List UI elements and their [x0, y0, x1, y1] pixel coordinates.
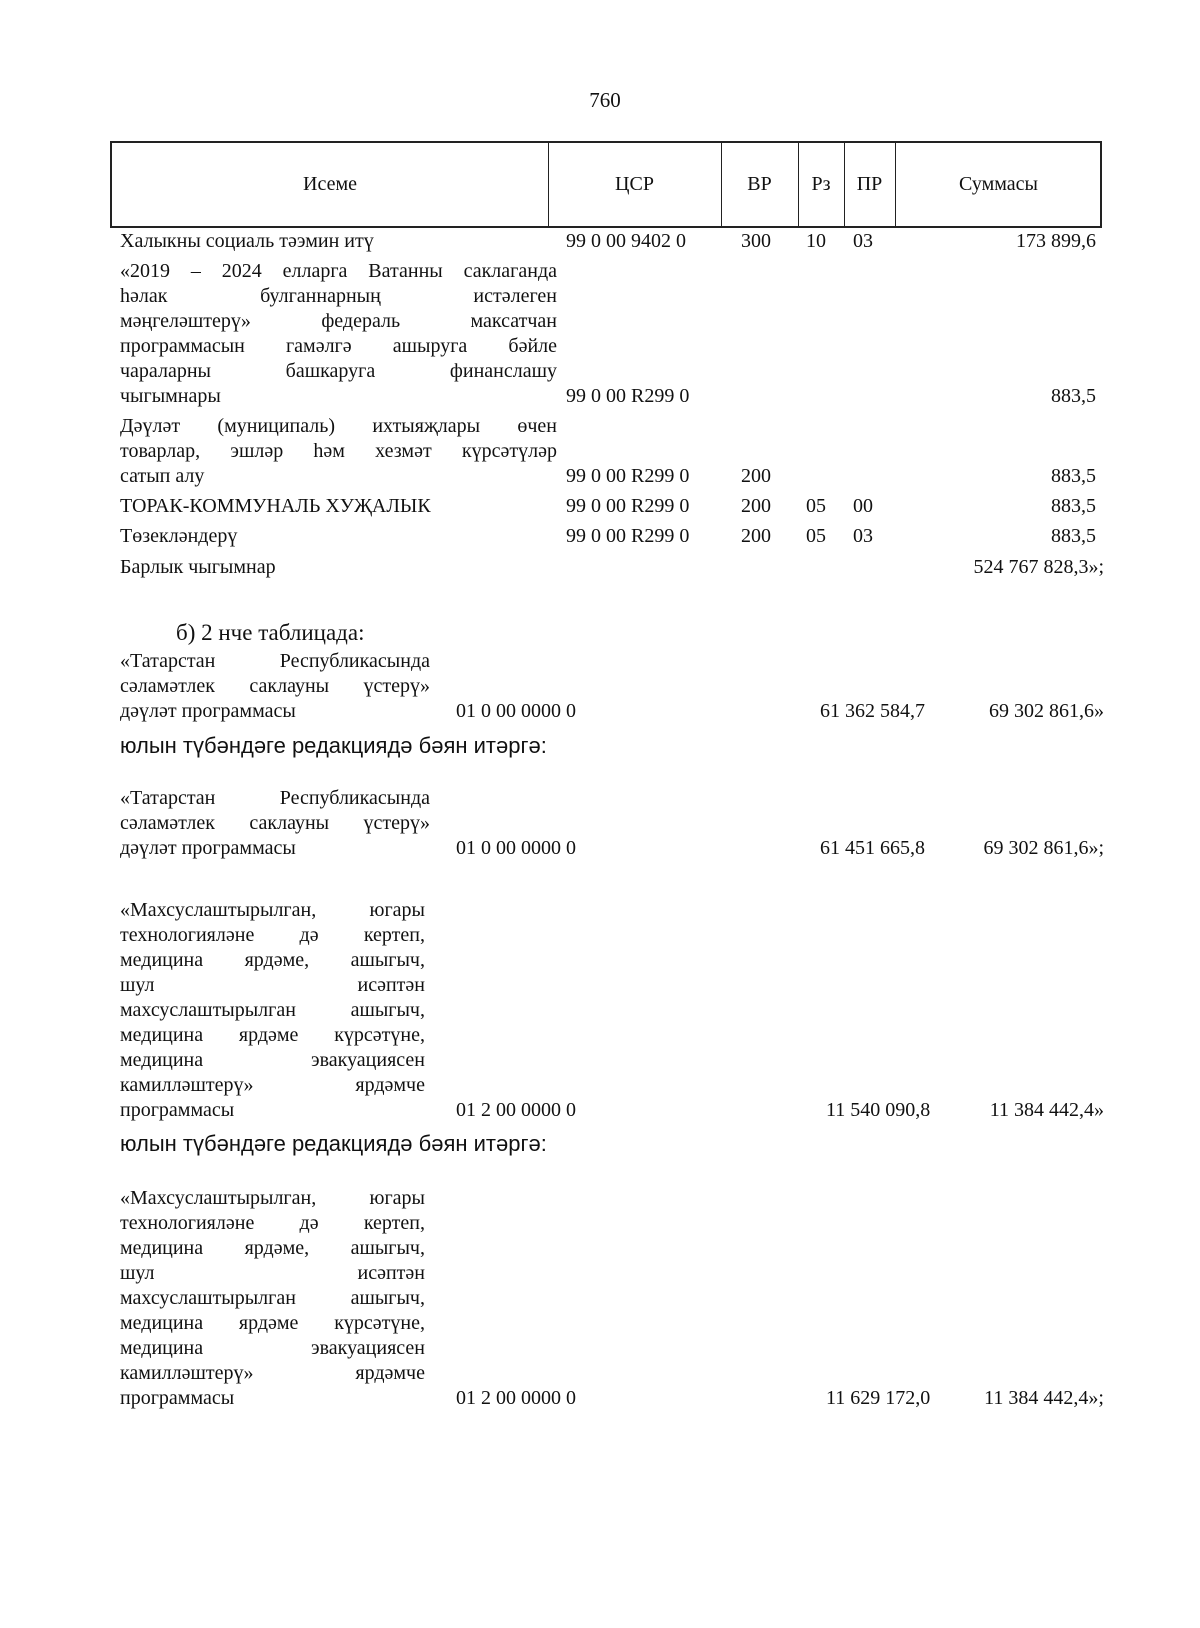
- header-rz: Рз: [811, 173, 831, 195]
- row-rz: 05: [806, 495, 826, 517]
- edit-instruction: юлын түбәндәге редакциядә бәян итәргә:: [120, 1131, 547, 1156]
- entry-value-1: 11 629 172,0: [826, 1387, 931, 1409]
- entry-name: «Татарстан Республикасында сәламәтлек саклауны үстерү» дәүләт программасы: [120, 787, 430, 859]
- header-vr: ВР: [747, 173, 772, 195]
- row-csr: 99 0 00 R299 0: [566, 385, 690, 407]
- row-pr: 00: [853, 495, 873, 517]
- row-name-multiline: Дәүләт (муниципаль) ихтыяҗлары өчен товарлар, эшләр һәм хезмәт күрсәтүләр сатып алу: [120, 415, 557, 487]
- edit-instruction: юлын түбәндәге редакциядә бәян итәргә:: [120, 733, 547, 758]
- row-pr: 03: [853, 230, 873, 252]
- entry-value-2: 69 302 861,6»: [989, 700, 1104, 722]
- row-vr: 200: [741, 525, 771, 547]
- entry-code: 01 0 00 0000 0: [456, 837, 576, 859]
- row-name: ТОРАК-КОММУНАЛЬ ХУҖАЛЫК: [120, 495, 431, 517]
- entry-name: «Махсуслаштырылган, югары технологияләне дә кертеп, медицина ярдәме, ашыгыч, шул исәптән махсуслаштырылган ашыгыч, медицина ярдәме күрсәтүне, медицина эвакуациясен камилләштерү» ярдәмче программасы: [120, 899, 425, 1121]
- row-vr: 300: [741, 230, 771, 252]
- row-sum: 173 899,6: [1016, 230, 1096, 252]
- row-csr: 99 0 00 R299 0: [566, 465, 690, 487]
- header-name: Исеме: [303, 173, 357, 195]
- row-rz: 10: [806, 230, 826, 252]
- row-csr: 99 0 00 R299 0: [566, 495, 690, 517]
- row-rz: 05: [806, 525, 826, 547]
- row-name-multiline: «2019 – 2024 елларга Ватанны саклаганда һәлак булганнарның истәлеген мәңгеләштерү» федераль максатчан программасын гамәлгә ашыруга бәйле чараларны башкаруга финанслашу чыгымнары: [120, 260, 557, 407]
- entry-value-2: 11 384 442,4»;: [984, 1387, 1104, 1409]
- row-sum: 883,5: [1051, 525, 1096, 547]
- row-sum: 883,5: [1051, 465, 1096, 487]
- entry-value-2: 69 302 861,6»;: [983, 837, 1104, 859]
- entry-name: «Татарстан Республикасында сәламәтлек саклауны үстерү» дәүләт программасы: [120, 650, 430, 722]
- entry-value-1: 11 540 090,8: [826, 1099, 931, 1121]
- row-sum: 883,5: [1051, 495, 1096, 517]
- entry-code: 01 0 00 0000 0: [456, 700, 576, 722]
- row-name: Халыкны социаль тәэмин итү: [120, 230, 374, 252]
- row-csr: 99 0 00 R299 0: [566, 525, 690, 547]
- entry-value-1: 61 451 665,8: [820, 837, 925, 859]
- entry-value-1: 61 362 584,7: [820, 700, 925, 722]
- page-number: 760: [589, 88, 621, 112]
- section-heading: б) 2 нче таблицада:: [176, 620, 365, 645]
- row-csr: 99 0 00 9402 0: [566, 230, 686, 252]
- table-header: [110, 141, 1102, 228]
- entry-code: 01 2 00 0000 0: [456, 1099, 576, 1121]
- row-name-total: Барлык чыгымнар: [120, 556, 276, 578]
- header-pr: ПР: [856, 173, 883, 195]
- row-name: Төзекләндерү: [120, 525, 238, 547]
- row-pr: 03: [853, 525, 873, 547]
- row-vr: 200: [741, 495, 771, 517]
- row-sum: 883,5: [1051, 385, 1096, 407]
- row-sum-total: 524 767 828,3»;: [973, 556, 1104, 578]
- header-csr: ЦСР: [615, 173, 654, 195]
- header-sum: Суммасы: [959, 173, 1038, 195]
- entry-value-2: 11 384 442,4»: [989, 1099, 1104, 1121]
- entry-name: «Махсуслаштырылган, югары технологияләне дә кертеп, медицина ярдәме, ашыгыч, шул исәптән махсуслаштырылган ашыгыч, медицина ярдәме күрсәтүне, медицина эвакуациясен камилләштерү» ярдәмче программасы: [120, 1187, 425, 1409]
- row-vr: 200: [741, 465, 771, 487]
- entry-code: 01 2 00 0000 0: [456, 1387, 576, 1409]
